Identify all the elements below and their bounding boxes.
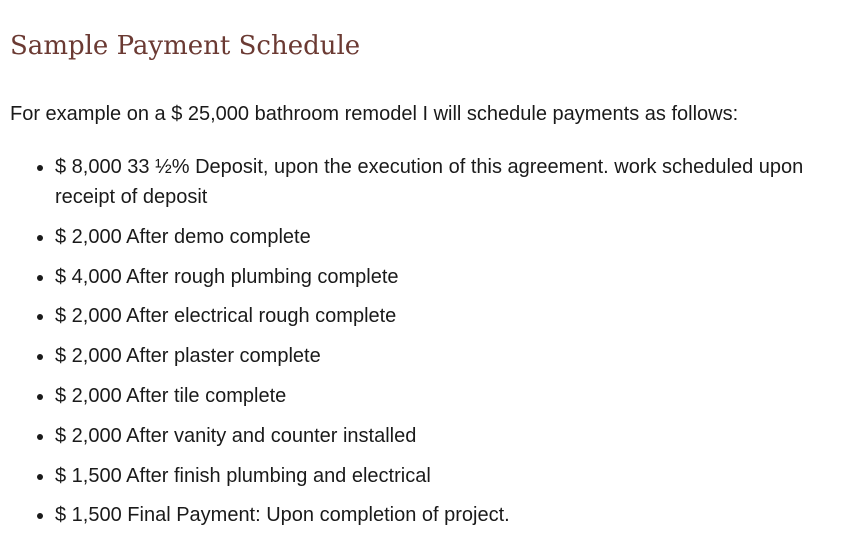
list-item: • $ 4,000 After rough plumbing complete [55,262,815,292]
list-item: • $ 8,000 33 ½% Deposit, upon the execution of this agreement. work scheduled upon receipt of deposit [55,152,815,212]
list-item: • $ 2,000 After plaster complete [55,341,815,371]
intro-paragraph: For example on a $ 25,000 bathroom remodel I will schedule payments as follows: [10,103,739,125]
list-item: • $ 2,000 After demo complete [55,222,815,252]
list-item: • $ 2,000 After electrical rough complete [55,301,815,331]
page-title: Sample Payment Schedule [10,31,361,61]
list-item: • $ 2,000 After tile complete [55,381,815,411]
list-item: • $ 1,500 After finish plumbing and electrical [55,461,815,491]
list-item: • $ 2,000 After vanity and counter installed [55,421,815,451]
list-item: • $ 1,500 Final Payment: Upon completion of project. [55,500,815,530]
payment-schedule-list [10,152,815,540]
